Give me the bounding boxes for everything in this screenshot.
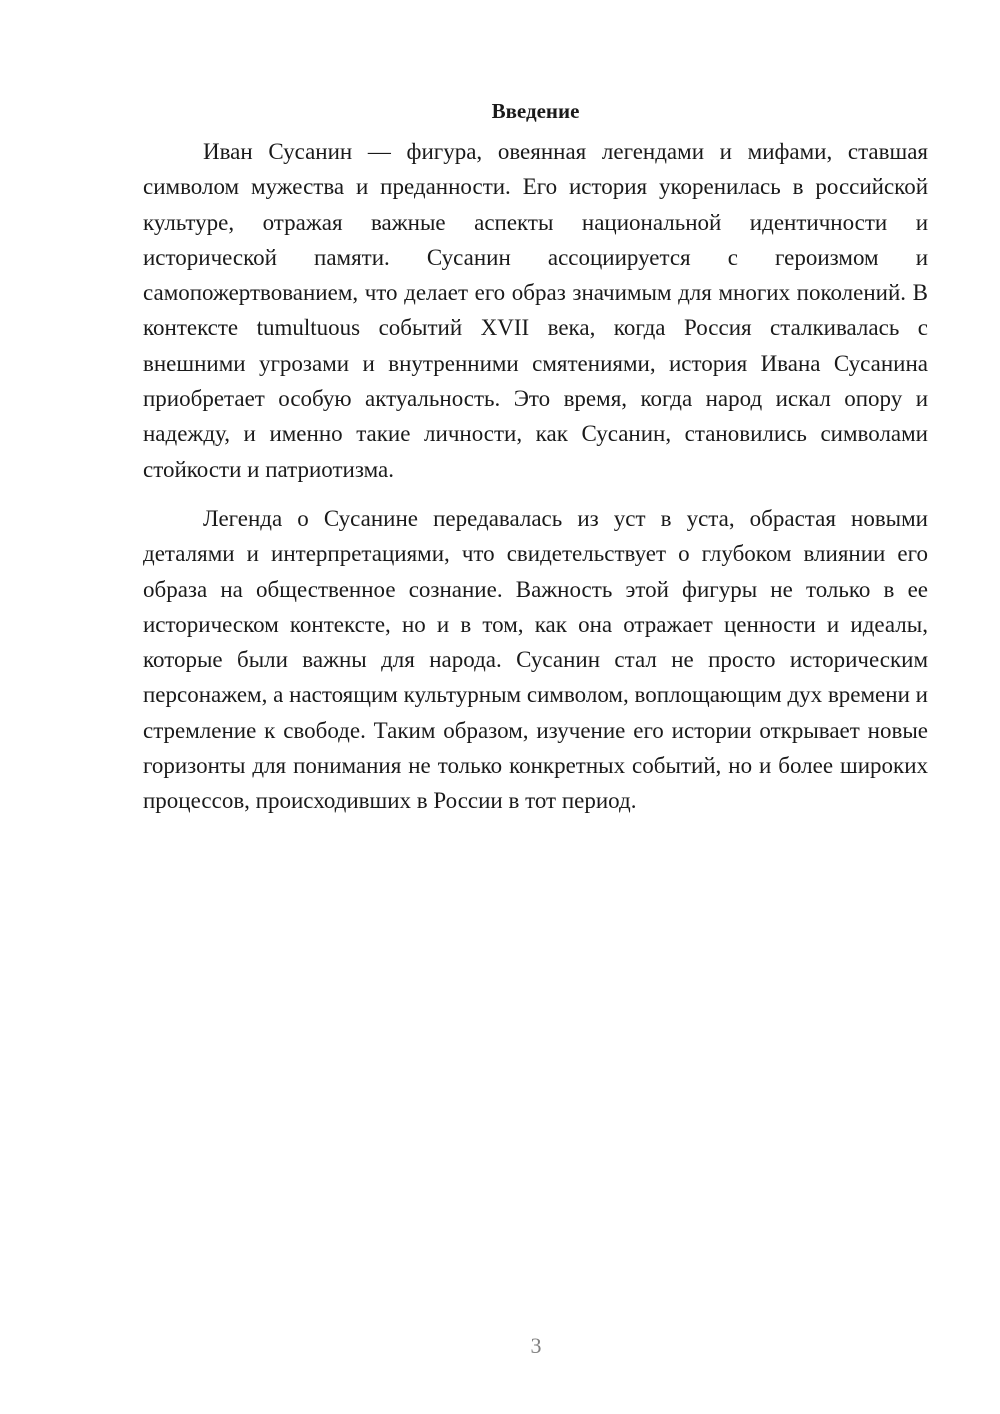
section-heading: Введение xyxy=(491,99,580,123)
paragraph-2: Легенда о Сусанине передавалась из уст в уста, обрастая новыми деталями и интерпретациями, что свидетельствует о глубоком влиянии его образа на общественное сознание. Важность этой фигуры не только в ее историческом контексте, но и в том, как она отражает ценности и идеалы, которые были важны для народа. Сусанин стал не просто историческим персонажем, а настоящим культурным символом, воплощающим дух времени и стремление к свободе. Таким образом, изучение его истории открывает новые горизонты для понимания не только конкретных событий, но и более широких процессов, происходивших в России в тот период. xyxy=(143,505,928,814)
paragraph-1: Иван Сусанин — фигура, овеянная легендами и мифами, ставшая символом мужества и преданности. Его история укоренилась в российской культуре, отражая важные аспекты национальной идентичности и исторической памяти. Сусанин ассоциируется с героизмом и самопожертвованием, что делает его образ значимым для многих поколений. В контексте tumultuous событий XVII века, когда Россия сталкивалась с внешними угрозами и внутренними смятениями, история Ивана Сусанина приобретает особую актуальность. Это время, когда народ искал опору и надежду, и именно такие личности, как Сусанин, становились символами стойкости и патриотизма. xyxy=(143,139,928,482)
page-number: 3 xyxy=(530,1333,542,1358)
page-content xyxy=(143,96,928,833)
